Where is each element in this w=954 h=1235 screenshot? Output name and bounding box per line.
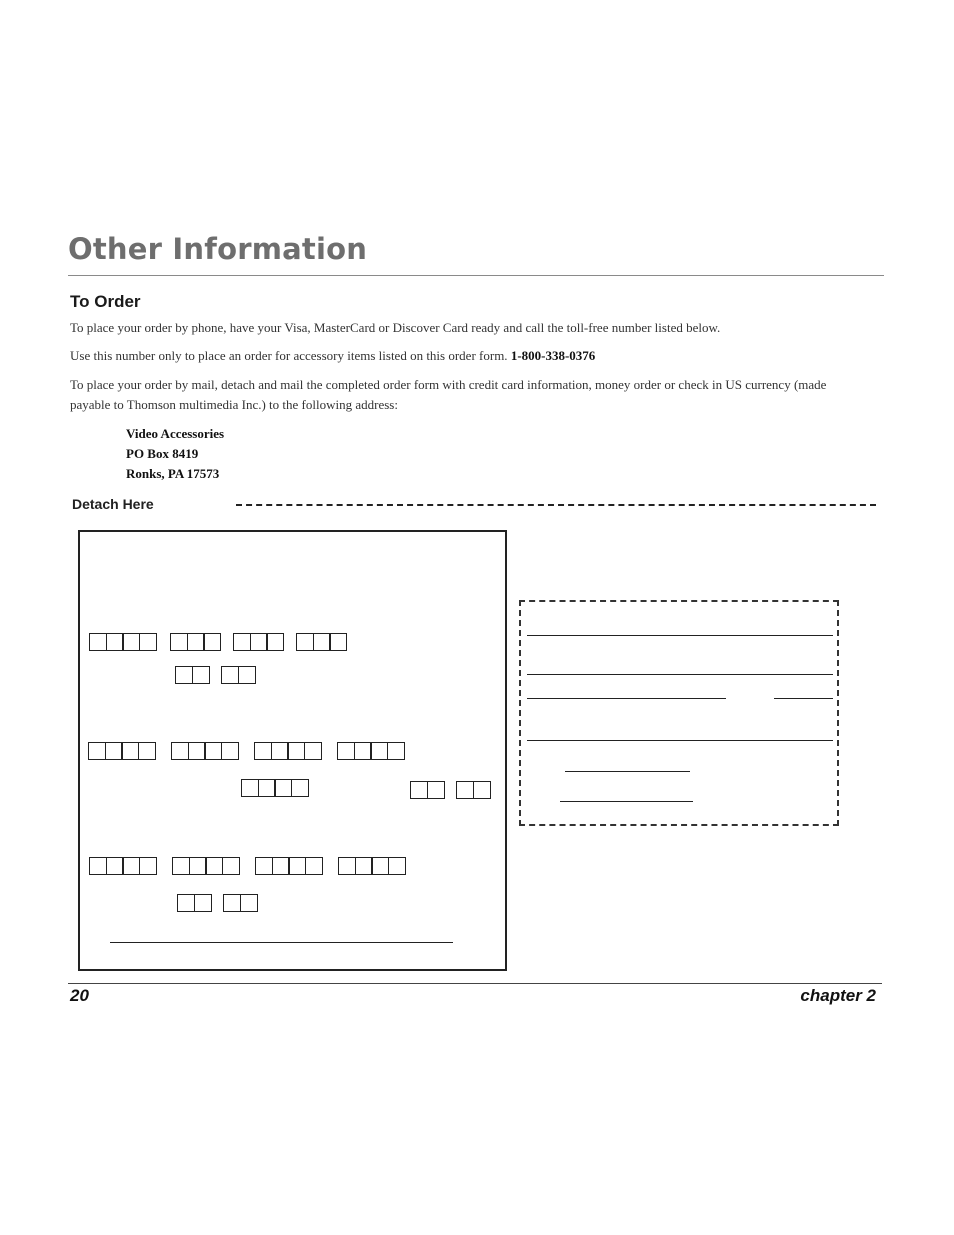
- order-number-paragraph: [70, 346, 870, 366]
- digit-group[interactable]: [223, 894, 256, 912]
- digit-box[interactable]: [89, 633, 107, 651]
- digit-box[interactable]: [203, 633, 221, 651]
- digit-box[interactable]: [223, 894, 241, 912]
- digit-box[interactable]: [337, 742, 355, 760]
- digit-group[interactable]: [89, 857, 155, 875]
- digit-box[interactable]: [258, 779, 276, 797]
- address-line-1: Video Accessories: [126, 426, 225, 441]
- detach-dashed-line: [236, 504, 876, 506]
- digit-box[interactable]: [266, 633, 284, 651]
- digit-box[interactable]: [274, 779, 292, 797]
- digit-box[interactable]: [187, 633, 205, 651]
- digit-box[interactable]: [287, 742, 305, 760]
- digit-group[interactable]: [177, 894, 210, 912]
- digit-box[interactable]: [171, 742, 189, 760]
- digit-group[interactable]: [456, 781, 489, 799]
- digit-box[interactable]: [222, 857, 240, 875]
- phone-number: 1-800-338-0376: [510, 348, 596, 363]
- digit-box[interactable]: [194, 894, 212, 912]
- digit-box[interactable]: [387, 742, 405, 760]
- digit-box[interactable]: [192, 666, 210, 684]
- digit-box[interactable]: [254, 742, 272, 760]
- digit-box[interactable]: [188, 742, 206, 760]
- name-line[interactable]: [527, 635, 833, 636]
- digit-box[interactable]: [170, 633, 188, 651]
- digit-box[interactable]: [122, 633, 140, 651]
- digit-box[interactable]: [410, 781, 428, 799]
- digit-box[interactable]: [473, 781, 491, 799]
- digit-box[interactable]: [456, 781, 474, 799]
- digit-group[interactable]: [170, 633, 220, 651]
- digit-box[interactable]: [296, 633, 314, 651]
- digit-box[interactable]: [205, 857, 223, 875]
- digit-group[interactable]: [233, 633, 283, 651]
- digit-group[interactable]: [296, 633, 346, 651]
- mail-order-paragraph: To place your order by mail, detach and mail the completed order form with credit card information, money order or check in US currency (made payable to Thomson multimedia Inc.) to the following address:: [70, 377, 827, 412]
- zip-line[interactable]: [527, 740, 833, 741]
- digit-group[interactable]: [89, 633, 155, 651]
- phone-order-paragraph: To place your order by phone, have your Visa, MasterCard or Discover Card ready and call the toll-free number listed below.: [70, 320, 721, 335]
- digit-box[interactable]: [238, 666, 256, 684]
- digit-box[interactable]: [139, 633, 157, 651]
- digit-box[interactable]: [221, 666, 239, 684]
- mailing-address: [126, 424, 224, 484]
- digit-group[interactable]: [338, 857, 404, 875]
- digit-box[interactable]: [221, 742, 239, 760]
- footer-divider: [68, 983, 882, 984]
- state-line[interactable]: [774, 698, 833, 699]
- digit-box[interactable]: [388, 857, 406, 875]
- chapter-label: chapter 2: [800, 986, 876, 1005]
- order-number-text: Use this number only to place an order for accessory items listed on this order form.: [70, 348, 511, 363]
- digit-box[interactable]: [139, 857, 157, 875]
- mailing-label-box: [519, 600, 839, 826]
- title-divider: [68, 275, 884, 276]
- digit-group[interactable]: [255, 857, 321, 875]
- phone-line[interactable]: [565, 771, 690, 772]
- digit-box[interactable]: [354, 742, 372, 760]
- digit-group[interactable]: [175, 666, 208, 684]
- address-line[interactable]: [527, 674, 833, 675]
- address-line-3: Ronks, PA 17573: [126, 466, 220, 481]
- digit-box[interactable]: [138, 742, 156, 760]
- digit-box[interactable]: [175, 666, 193, 684]
- page-number: 20: [70, 986, 89, 1005]
- digit-box[interactable]: [338, 857, 356, 875]
- digit-box[interactable]: [370, 742, 388, 760]
- digit-box[interactable]: [106, 633, 124, 651]
- digit-box[interactable]: [271, 742, 289, 760]
- digit-box[interactable]: [313, 633, 331, 651]
- digit-box[interactable]: [204, 742, 222, 760]
- digit-box[interactable]: [89, 857, 107, 875]
- digit-box[interactable]: [106, 857, 124, 875]
- detach-label: Detach Here: [72, 496, 154, 512]
- digit-box[interactable]: [291, 779, 309, 797]
- digit-box[interactable]: [305, 857, 323, 875]
- address-line-2: PO Box 8419: [126, 446, 199, 461]
- digit-box[interactable]: [122, 857, 140, 875]
- digit-box[interactable]: [105, 742, 123, 760]
- digit-box[interactable]: [121, 742, 139, 760]
- digit-box[interactable]: [288, 857, 306, 875]
- digit-box[interactable]: [427, 781, 445, 799]
- digit-box[interactable]: [272, 857, 290, 875]
- digit-group[interactable]: [172, 857, 238, 875]
- digit-box[interactable]: [355, 857, 373, 875]
- digit-box[interactable]: [172, 857, 190, 875]
- digit-box[interactable]: [233, 633, 251, 651]
- digit-group[interactable]: [88, 742, 154, 760]
- digit-group[interactable]: [241, 779, 307, 797]
- city-line[interactable]: [527, 698, 726, 699]
- digit-box[interactable]: [304, 742, 322, 760]
- signature-line[interactable]: [110, 942, 453, 943]
- page-title: Other Information: [68, 232, 368, 266]
- digit-box[interactable]: [255, 857, 273, 875]
- section-heading: To Order: [70, 292, 141, 311]
- digit-group[interactable]: [410, 781, 443, 799]
- digit-group[interactable]: [171, 742, 237, 760]
- digit-box[interactable]: [250, 633, 268, 651]
- digit-box[interactable]: [329, 633, 347, 651]
- digit-box[interactable]: [189, 857, 207, 875]
- digit-group[interactable]: [221, 666, 254, 684]
- digit-box[interactable]: [88, 742, 106, 760]
- digit-group[interactable]: [254, 742, 320, 760]
- digit-box[interactable]: [177, 894, 195, 912]
- digit-box[interactable]: [371, 857, 389, 875]
- digit-box[interactable]: [240, 894, 258, 912]
- digit-box[interactable]: [241, 779, 259, 797]
- digit-group[interactable]: [337, 742, 403, 760]
- email-line[interactable]: [560, 801, 693, 802]
